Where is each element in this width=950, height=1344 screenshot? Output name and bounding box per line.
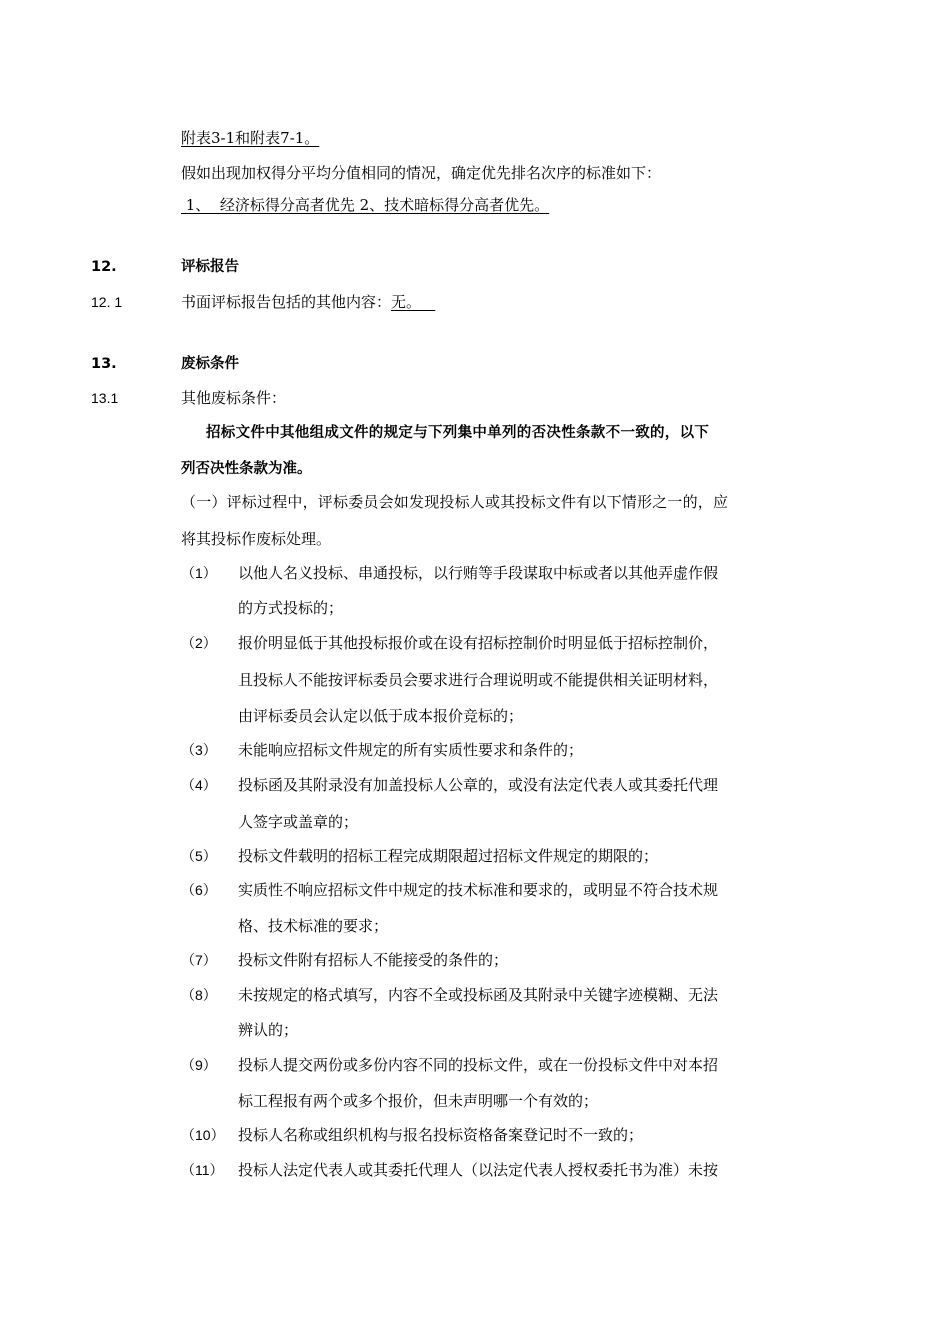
intro-line-3: 1、 经济标得分高者优先 2、技术暗标得分高者优先。 [181,196,550,214]
item-8-line-1: 未按规定的格式填写，内容不全或投标函及其附录中关键字迹模糊、无法 [238,986,719,1004]
item-2-line-2: 且投标人不能按评标委员会要求进行合理说明或不能提供相关证明材料， [238,671,719,689]
section-12-1-value: 无。 [391,293,436,311]
item-2-line-3: 由评标委员会认定以低于成本报价竞标的； [238,707,524,725]
item-1-line-2: 的方式投标的； [238,599,344,617]
item-7-line-1: 投标文件附有招标人不能接受的条件的； [238,951,509,969]
item-2-line-1: 报价明显低于其他投标报价或在设有招标控制价时明显低于招标控制价， [238,634,719,652]
item-10-line-1: 投标人名称或组织机构与报名投标资格备案登记时不一致的； [238,1126,644,1144]
item-4-index: （4） [181,777,217,793]
section-12-number: 12. [91,259,117,275]
item-11-index: （11） [181,1162,224,1178]
section-13-1-text: 其他废标条件： [181,389,287,407]
intro-line-2: 假如出现加权得分平均分值相同的情况，确定优先排名次序的标准如下： [181,164,662,182]
paragraph-line-2: 将其投标作废标处理。 [181,530,332,548]
item-5-index: （5） [181,848,217,864]
item-9-line-2: 标工程报有两个或多个报价，但未声明哪一个有效的； [238,1092,599,1110]
item-1-line-1: 以他人名义投标、串通投标，以行贿等手段谋取中标或者以其他弄虚作假 [238,564,719,582]
bold-clause-line-2: 列否决性条款为准。 [181,461,312,477]
section-12-1-text [181,292,435,312]
section-12-title: 评标报告 [181,259,239,275]
item-6-line-2: 格、技术标准的要求； [238,917,389,935]
item-8-line-2: 辨认的； [238,1021,299,1039]
item-3-index: （3） [181,742,217,758]
item-4-line-1: 投标函及其附录没有加盖投标人公章的，或没有法定代表人或其委托代理 [238,776,719,794]
item-8-index: （8） [181,987,217,1003]
item-11-line-1: 投标人法定代表人或其委托代理人（以法定代表人授权委托书为准）未按 [238,1161,719,1179]
item-10-index: （10） [181,1127,225,1143]
item-7-index: （7） [181,952,217,968]
item-9-index: （9） [181,1057,217,1073]
bold-clause-line-1: 招标文件中其他组成文件的规定与下列集中单列的否决性条款不一致的，以下 [206,425,710,441]
item-9-line-1: 投标人提交两份或多份内容不同的投标文件，或在一份投标文件中对本招 [238,1056,719,1074]
item-2-index: （2） [181,635,217,651]
item-3-line-1: 未能响应招标文件规定的所有实质性要求和条件的； [238,741,584,759]
item-4-line-2: 人签字或盖章的； [238,813,359,831]
section-13-1-number: 13.1 [91,390,119,406]
section-13-title: 废标条件 [181,356,239,372]
item-5-line-1: 投标文件载明的招标工程完成期限超过招标文件规定的期限的； [238,847,659,865]
intro-line-1: 附表3-1和附表7-1。 [181,129,320,147]
section-13-number: 13. [91,356,117,372]
item-1-index: （1） [181,565,217,581]
section-12-1-label: 书面评标报告包括的其他内容： [181,293,392,311]
paragraph-line-1: （一）评标过程中，评标委员会如发现投标人或其投标文件有以下情形之一的，应 [181,493,729,511]
section-12-1-number: 12. 1 [91,294,123,310]
item-6-line-1: 实质性不响应招标文件中规定的技术标准和要求的，或明显不符合技术规 [238,881,719,899]
item-6-index: （6） [181,882,217,898]
